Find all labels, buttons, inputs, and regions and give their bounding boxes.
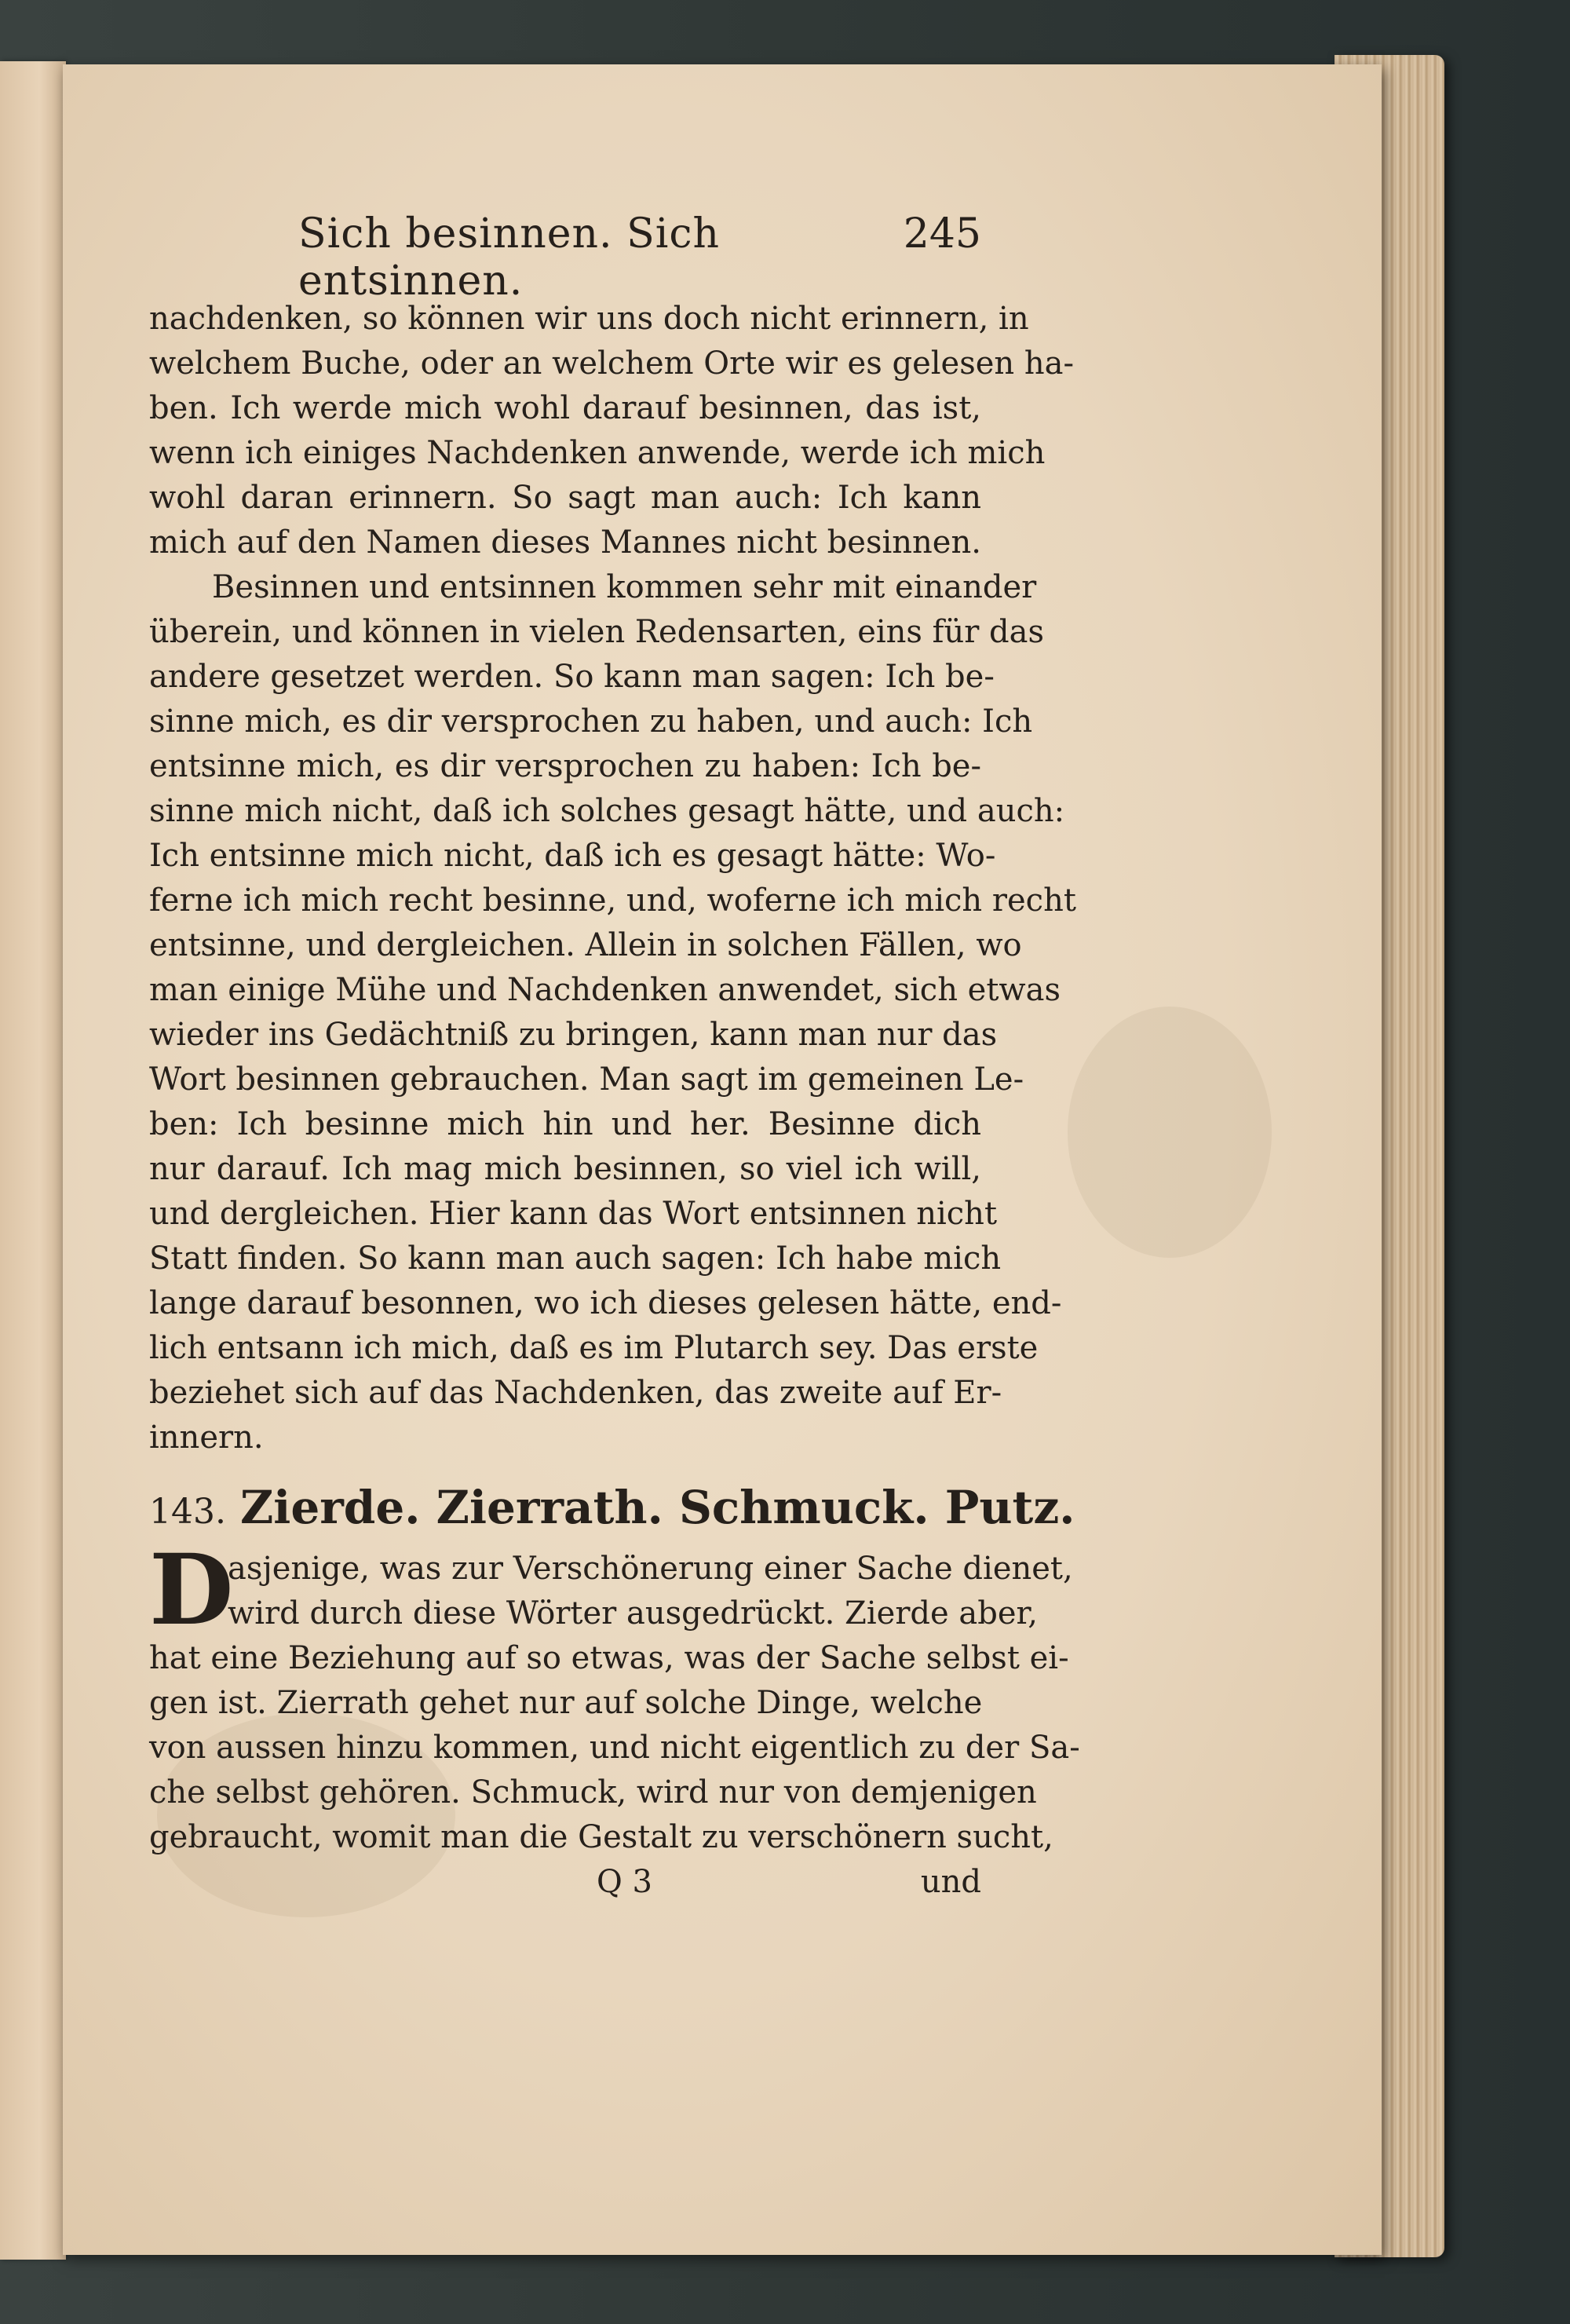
text-line: nur darauf. Ich mag mich besinnen, so viel ich will, — [149, 1151, 981, 1187]
catchword: und — [920, 1864, 981, 1900]
text-line: lange darauf besonnen, wo ich dieses gelesen hätte, end- — [149, 1285, 1062, 1321]
text-line: innern. — [149, 1420, 264, 1456]
text-line: che selbst gehören. Schmuck, wird nur von demjenigen — [149, 1774, 1037, 1811]
page-number: 245 — [903, 210, 981, 258]
text-line: welchem Buche, oder an welchem Orte wir es gelesen ha- — [149, 345, 1075, 382]
text-line: mich auf den Namen dieses Mannes nicht besinnen. — [149, 524, 981, 561]
text-line: gebraucht, womit man die Gestalt zu verschönern sucht, — [149, 1819, 1053, 1855]
paragraph-zierde — [149, 1533, 1080, 1860]
text-line: hat eine Beziehung auf so etwas, was der Sache selbst ei- — [149, 1640, 1069, 1676]
section-heading — [149, 1468, 1075, 1547]
paragraph-besinnen — [149, 297, 1076, 1460]
text-line: wenn ich einiges Nachdenken anwende, werde ich mich — [149, 435, 1046, 471]
text-line: ferne ich mich recht besinne, und, woferne ich mich recht — [149, 882, 1076, 919]
page-footer — [149, 1860, 981, 1905]
text-line: und dergleichen. Hier kann das Wort entsinnen nicht — [149, 1196, 998, 1232]
text-line: wieder ins Gedächtniß zu bringen, kann man nur das — [149, 1017, 998, 1053]
text-line: Ich entsinne mich nicht, daß ich es gesagt hätte: Wo- — [149, 838, 996, 874]
text-line: gen ist. Zierrath gehet nur auf solche Dinge, welche — [149, 1685, 983, 1721]
section-number: 143. — [149, 1492, 226, 1532]
paper-stain — [1068, 1007, 1272, 1258]
text-line: entsinne, und dergleichen. Allein in solchen Fällen, wo — [149, 927, 1022, 963]
text-line: überein, und können in vielen Redensarten, eins für das — [149, 614, 1045, 650]
text-line: wohl daran erinnern. So sagt man auch: Ich kann — [149, 480, 981, 516]
text-line: ben: Ich besinne mich hin und her. Besinne dich — [149, 1106, 981, 1142]
text-block — [149, 210, 1080, 1905]
text-line: Besinnen und entsinnen kommen sehr mit einander — [212, 569, 1037, 605]
text-line: beziehet sich auf das Nachdenken, das zweite auf Er- — [149, 1375, 1002, 1411]
text-line: man einige Mühe und Nachdenken anwendet, sich etwas — [149, 972, 1061, 1008]
text-line: Statt finden. So kann man auch sagen: Ich habe mich — [149, 1241, 1002, 1277]
text-line: andere gesetzet werden. So kann man sagen: Ich be- — [149, 659, 995, 695]
drop-cap: D — [149, 1533, 234, 1647]
text-line: entsinne mich, es dir versprochen zu haben: Ich be- — [149, 748, 981, 784]
section-title: Zierde. Zierrath. Schmuck. Putz. — [239, 1481, 1075, 1534]
text-line: lich entsann ich mich, daß es im Plutarch sey. Das erste — [149, 1330, 1039, 1366]
text-line: ben. Ich werde mich wohl darauf besinnen, das ist, — [149, 390, 981, 426]
text-line: wird durch diese Wörter ausgedrückt. Zierde aber, — [228, 1595, 1038, 1632]
text-line: sinne mich nicht, daß ich solches gesagt hätte, und auch: — [149, 793, 1065, 829]
facing-page-edge — [0, 61, 66, 2260]
running-title: Sich besinnen. Sich entsinnen. — [298, 210, 720, 305]
text-line: asjenige, was zur Verschönerung einer Sache dienet, — [228, 1551, 1073, 1587]
running-header — [149, 210, 981, 305]
text-line: Wort besinnen gebrauchen. Man sagt im gemeinen Le- — [149, 1062, 1024, 1098]
text-line: sinne mich, es dir versprochen zu haben, und auch: Ich — [149, 703, 1033, 740]
signature-mark: Q 3 — [597, 1864, 652, 1900]
text-line: nachdenken, so können wir uns doch nicht erinnern, in — [149, 301, 1029, 337]
text-line: von aussen hinzu kommen, und nicht eigentlich zu der Sa- — [149, 1730, 1080, 1766]
